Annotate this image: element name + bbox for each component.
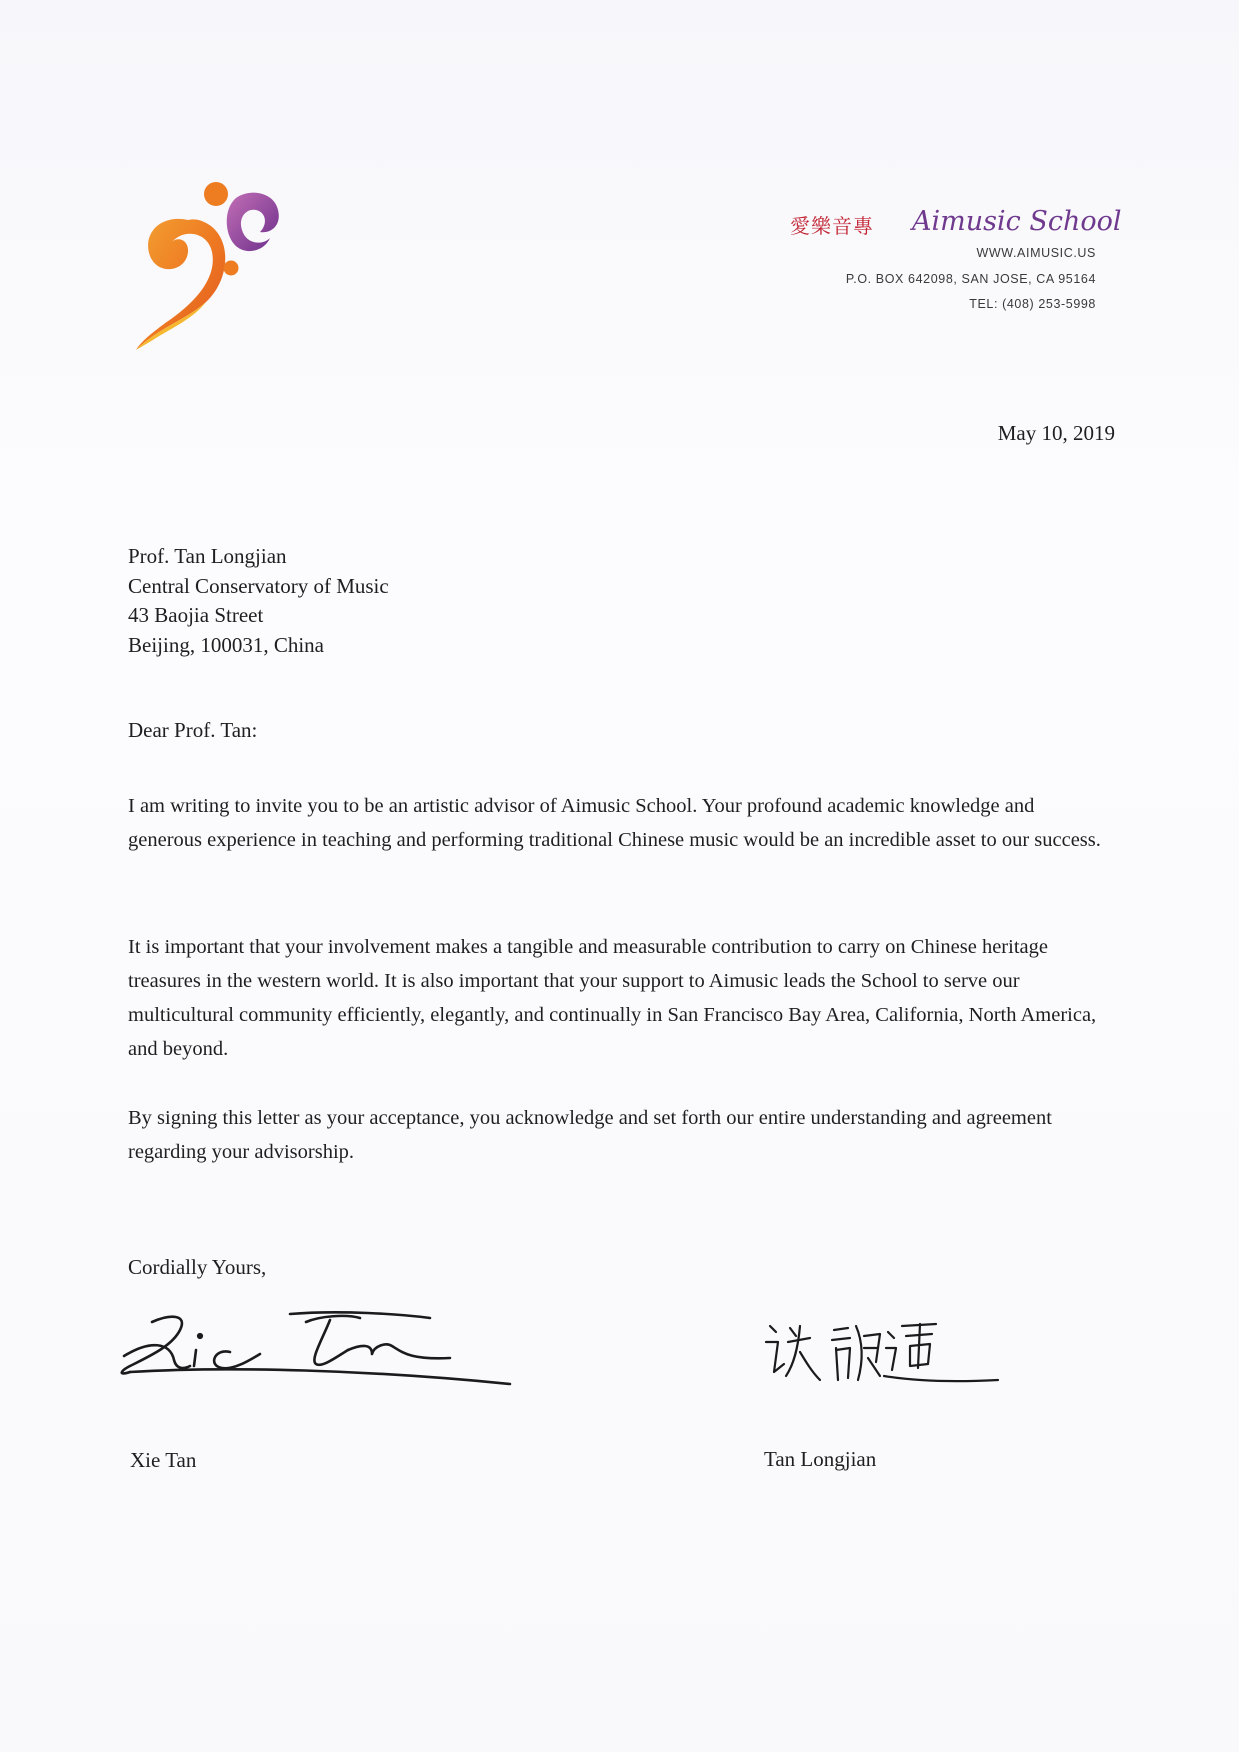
body-paragraph-1: I am writing to invite you to be an artistic advisor of Aimusic School. Your profound academic knowledge and generous experience in teaching and performing traditional Chinese music would be an incredible asset to our success. [128, 795, 1101, 851]
sender-name: Xie Tan [130, 1448, 197, 1472]
salutation: Dear Prof. Tan: [128, 718, 258, 742]
recipient-name: Prof. Tan Longjian [128, 544, 287, 568]
letter-date: May 10, 2019 [997, 421, 1115, 445]
letterhead-address: P.O. BOX 642098, SAN JOSE, CA 95164 [845, 272, 1096, 286]
aimusic-logo-icon [128, 178, 308, 356]
letterhead-brand [790, 206, 1122, 242]
recipient-signatory-name: Tan Longjian [764, 1447, 877, 1471]
body-paragraph-3: By signing this letter as your acceptance, you acknowledge and set forth our entire understanding and agreement regarding your advisorship. [128, 1107, 1052, 1163]
recipient-city: Beijing, 100031, China [128, 632, 324, 657]
letterhead-phone: TEL: (408) 253-5998 [969, 297, 1096, 311]
recipient-organization: Central Conservatory of Music [128, 573, 389, 598]
brand-english-name: Aimusic School [912, 206, 1122, 237]
letterhead-website: WWW.AIMUSIC.US [976, 246, 1096, 260]
recipient-signature [760, 1318, 1010, 1398]
closing: Cordially Yours, [128, 1255, 267, 1279]
brand-chinese-name: 愛樂音專 [790, 214, 874, 238]
sender-signature [110, 1300, 530, 1400]
body-paragraph-2: It is important that your involvement makes a tangible and measurable contribution to carry on Chinese heritage treasures in the western world. It is also important that your support to Aimusic leads the School to serve our multicultural community efficiently, elegantly, and continually in San Francisco Bay Area, California, North America, and beyond. [128, 936, 1097, 1060]
recipient-address-block [128, 542, 389, 660]
recipient-street: 43 Baojia Street [128, 603, 264, 627]
